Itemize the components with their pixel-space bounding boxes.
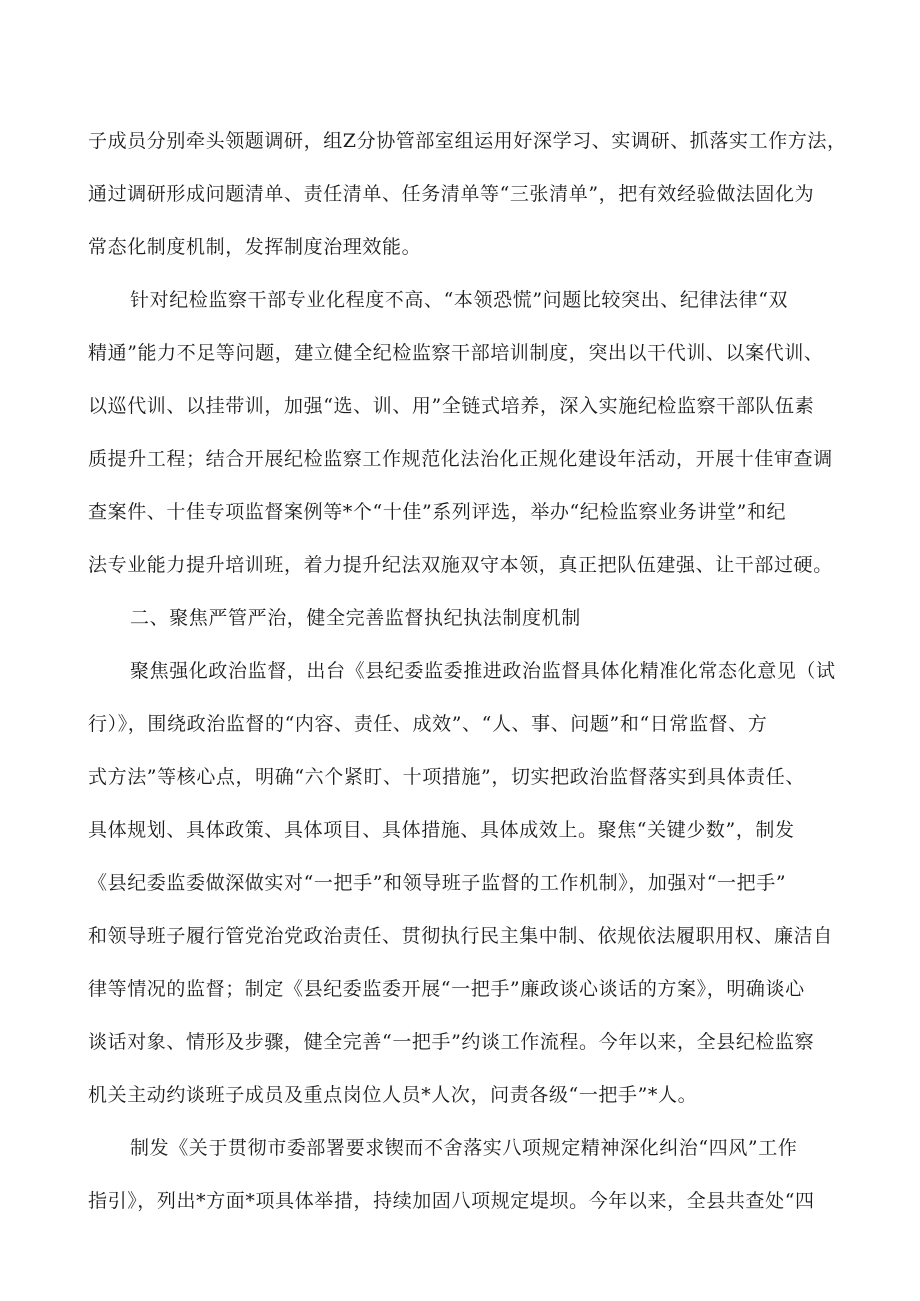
text-line: 质提升工程；结合开展纪检监察工作规范化法治化正规化建设年活动，开展十佳审查调 [88,448,833,470]
text-line: 制发《关于贯彻市委部署要求锲而不舍落实八项规定精神深化纠治“四风”工作 [130,1137,798,1159]
text-line: 子成员分别牵头领题调研，组Z分协管部室组运用好深学习、实调研、抓落实工作方法， [88,130,847,152]
text-line: 律等情况的监督；制定《县纪委监委开展“一把手”廉政谈心谈话的方案》，明确谈心 [88,978,805,1000]
text-line: 聚焦强化政治监督，出台《县纪委监委推进政治监督具体化精准化常态化意见（试 [130,660,836,682]
text-line: 以巡代训、以挂带训，加强“选、训、用”全链式培养，深入实施纪检监察干部队伍素 [88,395,815,417]
text-line: 具体规划、具体政策、具体项目、具体措施、具体成效上。聚焦“关键少数”，制发 [88,819,795,841]
text-line: 法专业能力提升培训班，着力提升纪法双施双守本领，真正把队伍建强、让干部过硬。 [88,554,833,576]
text-line: 针对纪检监察干部专业化程度不高、“本领恐慌”问题比较突出、纪律法律“双 [130,289,789,311]
text-line: 通过调研形成问题清单、责任清单、任务清单等“三张清单”，把有效经验做法固化为 [88,183,815,205]
text-line: 谈话对象、情形及步骤，健全完善“一把手”约谈工作流程。今年以来，全县纪检监察 [88,1031,815,1053]
text-line: 常态化制度机制，发挥制度治理效能。 [88,236,422,258]
text-line: 式方法”等核心点，明确“六个紧盯、十项措施”，切实把政治监督落实到具体责任、 [88,766,805,788]
section-heading: 二、聚焦严管严治，健全完善监督执纪执法制度机制 [130,607,581,629]
text-line: 查案件、十佳专项监督案例等*个“十佳”系列评选，举办“纪检监察业务讲堂”和纪 [88,501,787,523]
text-line: 和领导班子履行管党治党政治责任、贯彻执行民主集中制、依规依法履职用权、廉洁自 [88,925,833,947]
text-line: 指引》，列出*方面*项具体举措，持续加固八项规定堤坝。今年以来，全县共查处“四 [88,1190,815,1212]
text-line: 机关主动约谈班子成员及重点岗位人员*人次，问责各级“一把手”*人。 [88,1084,698,1106]
text-line: 《县纪委监委做深做实对“一把手”和领导班子监督的工作机制》，加强对“一把手” [88,872,787,894]
text-line: 精通”能力不足等问题，建立健全纪检监察干部培训制度，突出以干代训、以案代训、 [88,342,824,364]
text-line: 行）》，围绕政治监督的“内容、责任、成效”、“人、事、问题”和“日常监督、方 [88,713,768,735]
